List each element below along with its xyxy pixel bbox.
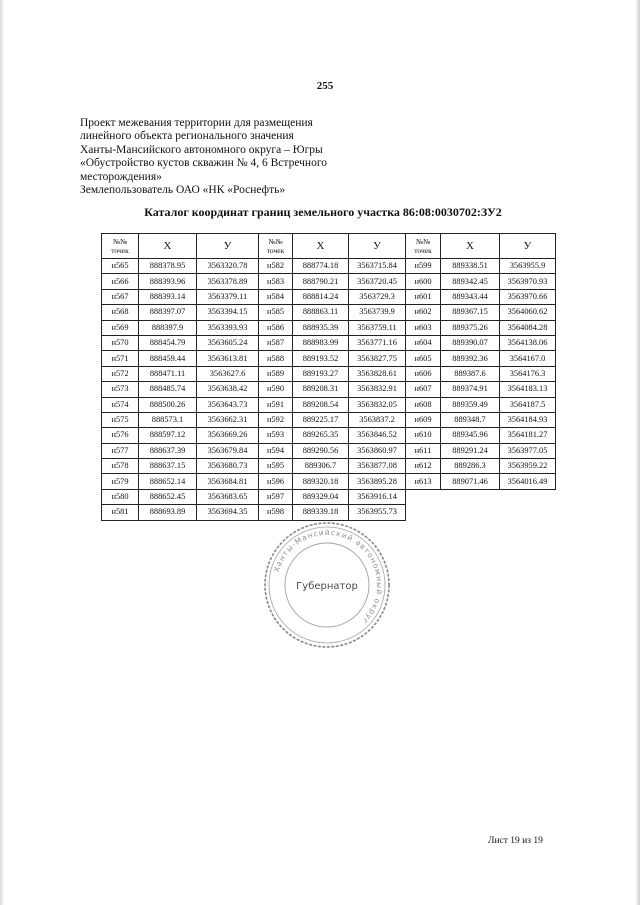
- y-coordinate: 3563680.73: [197, 459, 259, 474]
- point-number: н567: [102, 289, 139, 304]
- x-coordinate: 888637.39: [139, 443, 197, 458]
- x-coordinate: 889390.07: [441, 335, 500, 350]
- y-coordinate: 3563393.93: [197, 320, 259, 335]
- point-number: н603: [406, 320, 441, 335]
- x-coordinate: 888485.74: [139, 382, 197, 397]
- coordinates-table-body: [102, 259, 556, 521]
- empty-cell: [500, 489, 556, 504]
- x-coordinate: 889286.3: [441, 459, 500, 474]
- table-row: [102, 351, 556, 366]
- point-number: н597: [259, 489, 293, 504]
- table-row: [102, 505, 556, 520]
- empty-cell: [406, 505, 441, 520]
- y-coordinate: 3563379.11: [197, 289, 259, 304]
- point-number: н599: [406, 259, 441, 274]
- y-coordinate: 3563643.73: [197, 397, 259, 412]
- y-coordinate: 3564176.3: [500, 366, 556, 381]
- point-number: н580: [102, 489, 139, 504]
- y-coordinate: 3563959.22: [500, 459, 556, 474]
- project-header-line: Ханты-Мансийского автономного округа – Югры: [80, 143, 323, 156]
- point-number: н586: [259, 320, 293, 335]
- y-coordinate: 3563638.42: [197, 382, 259, 397]
- x-coordinate: 889338.51: [441, 259, 500, 274]
- y-coordinate: 3563860.97: [349, 443, 406, 458]
- y-coordinate: 3563970.66: [500, 289, 556, 304]
- x-coordinate: 888935.39: [293, 320, 349, 335]
- point-number: н612: [406, 459, 441, 474]
- y-coordinate: 3564181.27: [500, 428, 556, 443]
- table-row: [102, 459, 556, 474]
- x-coordinate: 888983.99: [293, 335, 349, 350]
- sheet-label: Лист 19 из 19: [488, 836, 543, 846]
- x-coordinate: 889329.04: [293, 489, 349, 504]
- empty-cell: [406, 489, 441, 504]
- point-number: н607: [406, 382, 441, 397]
- x-coordinate: 889387.6: [441, 366, 500, 381]
- table-row: [102, 259, 556, 274]
- x-coordinate: 888573.1: [139, 412, 197, 427]
- project-header: [80, 117, 400, 197]
- table-row: [102, 366, 556, 381]
- point-number: н566: [102, 274, 139, 289]
- table-row: [102, 489, 556, 504]
- y-coordinate: 3563955.9: [500, 259, 556, 274]
- point-number: н577: [102, 443, 139, 458]
- y-coordinate: 3563877.08: [349, 459, 406, 474]
- governor-seal: [262, 520, 392, 650]
- point-number: н590: [259, 382, 293, 397]
- header-x: X: [293, 234, 349, 259]
- point-number: н575: [102, 412, 139, 427]
- point-number: н588: [259, 351, 293, 366]
- x-coordinate: 889306.7: [293, 459, 349, 474]
- y-coordinate: 3563378.89: [197, 274, 259, 289]
- y-coordinate: 3564084.28: [500, 320, 556, 335]
- x-coordinate: 889225.17: [293, 412, 349, 427]
- catalog-title: Каталог координат границ земельного участка 86:08:0030702:ЗУ2: [144, 205, 502, 219]
- y-coordinate: 3563916.14: [349, 489, 406, 504]
- y-coordinate: 3563729.3: [349, 289, 406, 304]
- page-number: 255: [316, 80, 334, 92]
- y-coordinate: 3563679.84: [197, 443, 259, 458]
- scan-edge-right: [635, 0, 640, 905]
- x-coordinate: 889320.18: [293, 474, 349, 489]
- y-coordinate: 3563827.75: [349, 351, 406, 366]
- point-number: н611: [406, 443, 441, 458]
- point-number: н602: [406, 305, 441, 320]
- point-number: н613: [406, 474, 441, 489]
- y-coordinate: 3563759.11: [349, 320, 406, 335]
- seal-ring-text: Ханты-Мансийский автономный округ: [271, 527, 385, 627]
- header-y: У: [349, 234, 406, 259]
- x-coordinate: 889343.44: [441, 289, 500, 304]
- table-row: [102, 474, 556, 489]
- header-point-number: №№ точек: [259, 234, 293, 259]
- point-number: н576: [102, 428, 139, 443]
- y-coordinate: 3563832.05: [349, 397, 406, 412]
- point-number: н594: [259, 443, 293, 458]
- x-coordinate: 888378.95: [139, 259, 197, 274]
- coordinates-table: [101, 233, 556, 521]
- table-header-row: [102, 234, 556, 259]
- header-x: X: [139, 234, 197, 259]
- point-number: н579: [102, 474, 139, 489]
- header-y: У: [500, 234, 556, 259]
- empty-cell: [441, 489, 500, 504]
- x-coordinate: 889265.35: [293, 428, 349, 443]
- point-number: н578: [102, 459, 139, 474]
- header-y: У: [197, 234, 259, 259]
- x-coordinate: 889291.24: [441, 443, 500, 458]
- y-coordinate: 3563771.16: [349, 335, 406, 350]
- y-coordinate: 3563669.26: [197, 428, 259, 443]
- project-header-line: линейного объекта регионального значения: [80, 130, 294, 143]
- x-coordinate: 888397.07: [139, 305, 197, 320]
- point-number: н600: [406, 274, 441, 289]
- x-coordinate: 888500.26: [139, 397, 197, 412]
- y-coordinate: 3563394.15: [197, 305, 259, 320]
- point-number: н582: [259, 259, 293, 274]
- point-number: н604: [406, 335, 441, 350]
- x-coordinate: 888790.21: [293, 274, 349, 289]
- x-coordinate: 888652.14: [139, 474, 197, 489]
- y-coordinate: 3563846.52: [349, 428, 406, 443]
- x-coordinate: 889193.27: [293, 366, 349, 381]
- y-coordinate: 3563720.45: [349, 274, 406, 289]
- table-row: [102, 443, 556, 458]
- y-coordinate: 3563715.84: [349, 259, 406, 274]
- x-coordinate: 889193.52: [293, 351, 349, 366]
- y-coordinate: 3564060.62: [500, 305, 556, 320]
- y-coordinate: 3564016.49: [500, 474, 556, 489]
- empty-cell: [441, 505, 500, 520]
- y-coordinate: 3563613.81: [197, 351, 259, 366]
- header-x: X: [441, 234, 500, 259]
- point-number: н572: [102, 366, 139, 381]
- point-number: н598: [259, 505, 293, 520]
- point-number: н609: [406, 412, 441, 427]
- point-number: н601: [406, 289, 441, 304]
- scan-edge-left: [0, 0, 4, 905]
- x-coordinate: 889339.18: [293, 505, 349, 520]
- x-coordinate: 888693.89: [139, 505, 197, 520]
- point-number: н583: [259, 274, 293, 289]
- point-number: н605: [406, 351, 441, 366]
- point-number: н592: [259, 412, 293, 427]
- x-coordinate: 888393.96: [139, 274, 197, 289]
- x-coordinate: 888459.44: [139, 351, 197, 366]
- point-number: н608: [406, 397, 441, 412]
- table-row: [102, 289, 556, 304]
- y-coordinate: 3564138.06: [500, 335, 556, 350]
- header-point-number: №№ точек: [406, 234, 441, 259]
- project-header-line: Проект межевания территории для размещения: [80, 117, 313, 129]
- x-coordinate: 889342.45: [441, 274, 500, 289]
- x-coordinate: 889071.46: [441, 474, 500, 489]
- y-coordinate: 3563662.31: [197, 412, 259, 427]
- point-number: н593: [259, 428, 293, 443]
- point-number: н589: [259, 366, 293, 381]
- x-coordinate: 889345.96: [441, 428, 500, 443]
- y-coordinate: 3563739.9: [349, 305, 406, 320]
- x-coordinate: 888814.24: [293, 289, 349, 304]
- point-number: н581: [102, 505, 139, 520]
- header-point-number: №№ точек: [102, 234, 139, 259]
- y-coordinate: 3563627.6: [197, 366, 259, 381]
- x-coordinate: 889367.15: [441, 305, 500, 320]
- project-header-line: Землепользователь ОАО «НК «Роснефть»: [80, 184, 286, 197]
- x-coordinate: 888597.12: [139, 428, 197, 443]
- point-number: н595: [259, 459, 293, 474]
- y-coordinate: 3563320.78: [197, 259, 259, 274]
- point-number: н587: [259, 335, 293, 350]
- x-coordinate: 888393.14: [139, 289, 197, 304]
- y-coordinate: 3563977.05: [500, 443, 556, 458]
- y-coordinate: 3563895.28: [349, 474, 406, 489]
- x-coordinate: 889375.26: [441, 320, 500, 335]
- seal-center-text: Губернатор: [296, 581, 358, 592]
- point-number: н585: [259, 305, 293, 320]
- x-coordinate: 889359.49: [441, 397, 500, 412]
- project-header-line: «Обустройство кустов скважин № 4, 6 Встречного: [80, 157, 328, 170]
- x-coordinate: 889374.91: [441, 382, 500, 397]
- y-coordinate: 3564167.0: [500, 351, 556, 366]
- x-coordinate: 888397.9: [139, 320, 197, 335]
- table-row: [102, 274, 556, 289]
- x-coordinate: 888652.45: [139, 489, 197, 504]
- point-number: н596: [259, 474, 293, 489]
- x-coordinate: 888774.18: [293, 259, 349, 274]
- table-row: [102, 412, 556, 427]
- y-coordinate: 3563683.65: [197, 489, 259, 504]
- table-row: [102, 335, 556, 350]
- x-coordinate: 889208.54: [293, 397, 349, 412]
- point-number: н570: [102, 335, 139, 350]
- project-header-line: месторождения»: [80, 170, 162, 183]
- table-row: [102, 382, 556, 397]
- x-coordinate: 889348.7: [441, 412, 500, 427]
- table-row: [102, 305, 556, 320]
- table-row: [102, 397, 556, 412]
- point-number: н591: [259, 397, 293, 412]
- point-number: н569: [102, 320, 139, 335]
- y-coordinate: 3564184.93: [500, 412, 556, 427]
- x-coordinate: 888471.11: [139, 366, 197, 381]
- table-row: [102, 320, 556, 335]
- y-coordinate: 3563837.2: [349, 412, 406, 427]
- table-row: [102, 428, 556, 443]
- point-number: н584: [259, 289, 293, 304]
- x-coordinate: 889208.31: [293, 382, 349, 397]
- x-coordinate: 888637.15: [139, 459, 197, 474]
- y-coordinate: 3563828.61: [349, 366, 406, 381]
- x-coordinate: 889392.36: [441, 351, 500, 366]
- y-coordinate: 3564183.13: [500, 382, 556, 397]
- y-coordinate: 3563955.73: [349, 505, 406, 520]
- empty-cell: [500, 505, 556, 520]
- point-number: н573: [102, 382, 139, 397]
- y-coordinate: 3564187.5: [500, 397, 556, 412]
- x-coordinate: 889290.56: [293, 443, 349, 458]
- point-number: н571: [102, 351, 139, 366]
- x-coordinate: 888863.11: [293, 305, 349, 320]
- y-coordinate: 3563970.93: [500, 274, 556, 289]
- y-coordinate: 3563684.81: [197, 474, 259, 489]
- x-coordinate: 888454.79: [139, 335, 197, 350]
- point-number: н610: [406, 428, 441, 443]
- point-number: н568: [102, 305, 139, 320]
- y-coordinate: 3563832.91: [349, 382, 406, 397]
- y-coordinate: 3563605.24: [197, 335, 259, 350]
- y-coordinate: 3563694.35: [197, 505, 259, 520]
- point-number: н606: [406, 366, 441, 381]
- point-number: н565: [102, 259, 139, 274]
- point-number: н574: [102, 397, 139, 412]
